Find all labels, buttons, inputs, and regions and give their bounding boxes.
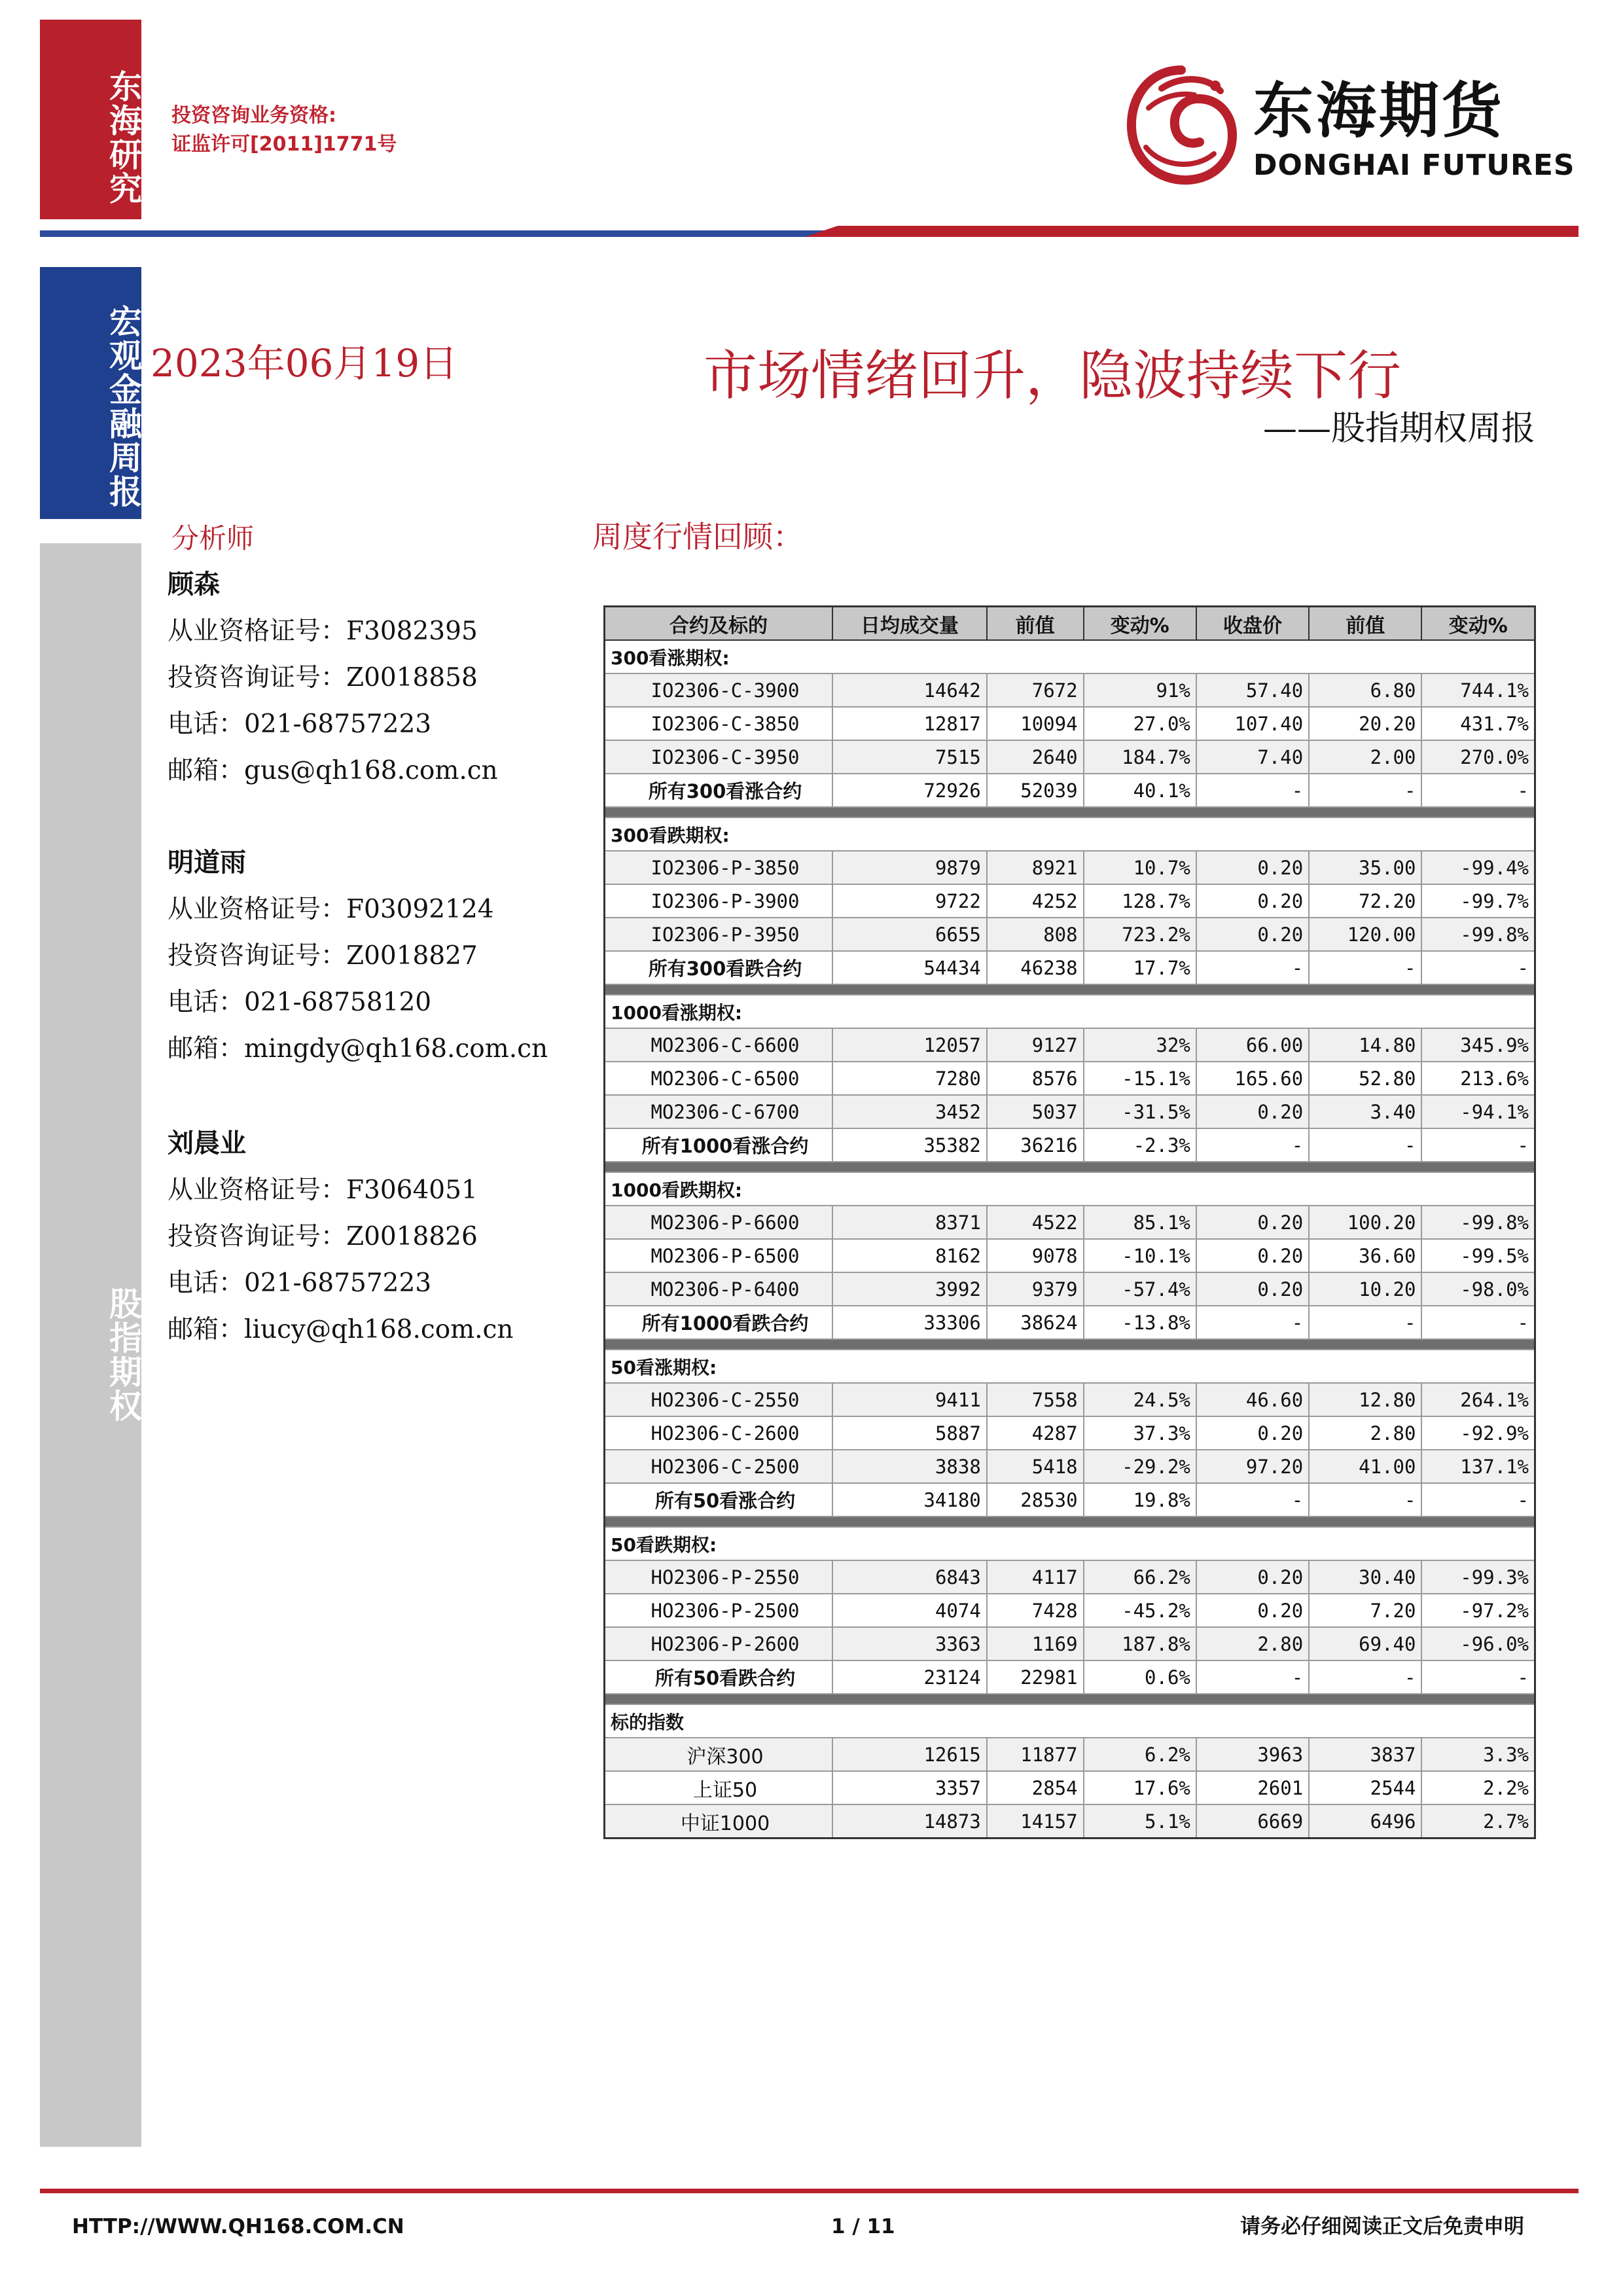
value-cell: -15.1% [1084,1062,1196,1095]
analysts-heading: 分析师 [171,522,255,554]
separator-bar [605,1339,1535,1350]
value-cell: 187.8% [1084,1627,1196,1660]
value-cell: 33306 [832,1306,987,1339]
sidebar-tab-options: 股指期权 [40,543,141,2147]
contract-cell: 中证1000 [605,1804,833,1839]
group-label: 300看跌期权: [605,817,1535,851]
analyst-phone: 电话：021-68757223 [168,709,432,739]
analyst-qualification: 从业资格证号：F3082395 [168,617,478,646]
value-cell: 17.7% [1084,951,1196,984]
table-row [605,1450,1535,1483]
value-cell: 4074 [832,1594,987,1627]
value-cell: 72.20 [1309,884,1421,918]
index-row [605,1804,1535,1839]
table-row [605,851,1535,884]
value-cell: -98.0% [1421,1272,1535,1306]
value-cell: - [1421,1660,1535,1694]
value-cell: 5.1% [1084,1804,1196,1839]
value-cell: -99.4% [1421,851,1535,884]
value-cell: 23124 [832,1660,987,1694]
value-cell: 0.6% [1084,1660,1196,1694]
header-rule-red [805,226,1578,237]
separator-bar [605,1694,1535,1704]
value-cell: 14157 [987,1804,1084,1839]
value-cell: 3363 [832,1627,987,1660]
value-cell: 12817 [832,707,987,740]
value-cell: 0.20 [1196,1272,1309,1306]
value-cell: 2.80 [1196,1627,1309,1660]
summary-row [605,1128,1535,1162]
value-cell: - [1196,1306,1309,1339]
value-cell: - [1421,1128,1535,1162]
group-label: 50看跌期权: [605,1527,1535,1560]
value-cell: 7.20 [1309,1594,1421,1627]
value-cell: 7280 [832,1062,987,1095]
value-cell: -99.8% [1421,918,1535,951]
contract-cell: MO2306-P-6400 [605,1272,833,1306]
value-cell: -94.1% [1421,1095,1535,1128]
contract-cell: MO2306-C-6500 [605,1062,833,1095]
value-cell: 40.1% [1084,774,1196,807]
value-cell: 36216 [987,1128,1084,1162]
contract-cell: MO2306-C-6600 [605,1028,833,1062]
analyst-name: 刘晨业 [168,1128,246,1158]
col-header: 合约及标的 [605,607,833,641]
value-cell: 12.80 [1309,1383,1421,1416]
summary-row [605,1660,1535,1694]
table-row [605,1594,1535,1627]
analyst-consult-id: 投资咨询证号：Z0018826 [168,1222,478,1251]
col-header: 变动% [1084,607,1196,641]
value-cell: 7.40 [1196,740,1309,774]
value-cell: 0.20 [1196,1416,1309,1450]
table-row [605,1416,1535,1450]
contract-cell: MO2306-C-6700 [605,1095,833,1128]
contract-cell: IO2306-P-3950 [605,918,833,951]
contract-cell: HO2306-P-2600 [605,1627,833,1660]
analyst-qualification: 从业资格证号：F3064051 [168,1175,478,1205]
table-row [605,1383,1535,1416]
contract-cell: MO2306-P-6600 [605,1206,833,1239]
value-cell: 7558 [987,1383,1084,1416]
value-cell: 4522 [987,1206,1084,1239]
value-cell: 8371 [832,1206,987,1239]
contract-cell: HO2306-P-2550 [605,1560,833,1594]
value-cell: 52039 [987,774,1084,807]
value-cell: 20.20 [1309,707,1421,740]
contract-cell: 所有50看涨合约 [605,1483,833,1516]
value-cell: 32% [1084,1028,1196,1062]
contract-cell: IO2306-P-3850 [605,851,833,884]
value-cell: 46238 [987,951,1084,984]
value-cell: 10.20 [1309,1272,1421,1306]
table-row [605,1272,1535,1306]
value-cell: 35382 [832,1128,987,1162]
value-cell: 9411 [832,1383,987,1416]
value-cell: 8576 [987,1062,1084,1095]
report-date: 2023年06月19日 [151,341,458,386]
value-cell: - [1196,951,1309,984]
value-cell: 9722 [832,884,987,918]
value-cell: -2.3% [1084,1128,1196,1162]
value-cell: - [1196,774,1309,807]
col-header: 收盘价 [1196,607,1309,641]
report-subtitle: ——股指期权周报 [1263,409,1536,448]
group-label-row [605,640,1535,673]
summary-row [605,1306,1535,1339]
sidebar-tab-research: 东海研究 [40,20,141,219]
value-cell: 19.8% [1084,1483,1196,1516]
value-cell: 14642 [832,673,987,707]
value-cell: 41.00 [1309,1450,1421,1483]
value-cell: 100.20 [1309,1206,1421,1239]
analyst-consult-id: 投资咨询证号：Z0018858 [168,663,478,692]
table-row [605,1627,1535,1660]
contract-cell: 所有1000看涨合约 [605,1128,833,1162]
group-label-row [605,1527,1535,1560]
contract-cell: 所有1000看跌合约 [605,1306,833,1339]
contract-cell: HO2306-P-2500 [605,1594,833,1627]
contract-cell: 所有300看涨合约 [605,774,833,807]
group-label-row [605,1704,1535,1738]
footer-disclaimer: 请务必仔细阅读正文后免责申明 [1240,2215,1524,2238]
value-cell: 3963 [1196,1738,1309,1771]
value-cell: 3992 [832,1272,987,1306]
value-cell: 120.00 [1309,918,1421,951]
value-cell: -97.2% [1421,1594,1535,1627]
value-cell: 52.80 [1309,1062,1421,1095]
value-cell: 66.2% [1084,1560,1196,1594]
value-cell: 264.1% [1421,1383,1535,1416]
options-table [603,605,1536,1839]
value-cell: -10.1% [1084,1239,1196,1272]
value-cell: 14.80 [1309,1028,1421,1062]
value-cell: - [1309,951,1421,984]
value-cell: 744.1% [1421,673,1535,707]
analyst-phone: 电话：021-68757223 [168,1268,432,1298]
value-cell: 5037 [987,1095,1084,1128]
value-cell: 46.60 [1196,1383,1309,1416]
table-row [605,1062,1535,1095]
analyst-email[interactable]: 邮箱：mingdy@qh168.com.cn [168,1034,548,1064]
license-line-1: 投资咨询业务资格: [171,104,336,127]
value-cell: - [1421,774,1535,807]
value-cell: - [1309,1483,1421,1516]
value-cell: - [1309,1128,1421,1162]
value-cell: 3.3% [1421,1738,1535,1771]
value-cell: 6.80 [1309,673,1421,707]
sidebar-tab-macro: 宏观金融周报 [40,267,141,519]
table-row [605,1560,1535,1594]
report-title: 市场情绪回升，隐波持续下行 [704,345,1402,407]
value-cell: 1169 [987,1627,1084,1660]
group-separator [605,807,1535,817]
value-cell: 0.20 [1196,851,1309,884]
value-cell: 17.6% [1084,1771,1196,1804]
group-label: 标的指数 [605,1704,1535,1738]
value-cell: - [1196,1128,1309,1162]
value-cell: -99.8% [1421,1206,1535,1239]
value-cell: 6843 [832,1560,987,1594]
value-cell: 9127 [987,1028,1084,1062]
group-separator [605,1516,1535,1527]
contract-cell: HO2306-C-2550 [605,1383,833,1416]
analyst-email[interactable]: 邮箱：gus@qh168.com.cn [168,756,498,785]
value-cell: 0.20 [1196,918,1309,951]
value-cell: 30.40 [1309,1560,1421,1594]
license-line-2: 证监许可[2011]1771号 [171,133,397,156]
group-label: 1000看跌期权: [605,1172,1535,1206]
value-cell: - [1309,1306,1421,1339]
footer-rule [40,2189,1578,2193]
contract-cell: 沪深300 [605,1738,833,1771]
value-cell: 107.40 [1196,707,1309,740]
value-cell: - [1309,774,1421,807]
value-cell: 22981 [987,1660,1084,1694]
value-cell: 5887 [832,1416,987,1450]
value-cell: 36.60 [1309,1239,1421,1272]
value-cell: 8162 [832,1239,987,1272]
analyst-email[interactable]: 邮箱：liucy@qh168.com.cn [168,1315,514,1344]
value-cell: -96.0% [1421,1627,1535,1660]
group-separator [605,1339,1535,1350]
value-cell: - [1421,951,1535,984]
value-cell: 97.20 [1196,1450,1309,1483]
value-cell: 3357 [832,1771,987,1804]
value-cell: 6669 [1196,1804,1309,1839]
analyst-name: 明道雨 [168,848,246,878]
value-cell: 0.20 [1196,1560,1309,1594]
value-cell: 3838 [832,1450,987,1483]
value-cell: -99.7% [1421,884,1535,918]
group-label: 300看涨期权: [605,640,1535,673]
analyst-phone: 电话：021-68758120 [168,988,432,1017]
separator-bar [605,1516,1535,1527]
donghai-logo-icon [1122,62,1240,187]
value-cell: 2544 [1309,1771,1421,1804]
value-cell: 2854 [987,1771,1084,1804]
value-cell: - [1421,1483,1535,1516]
value-cell: 128.7% [1084,884,1196,918]
value-cell: 2640 [987,740,1084,774]
value-cell: 0.20 [1196,884,1309,918]
value-cell: 2.7% [1421,1804,1535,1839]
footer-url-link[interactable]: HTTP://WWW.QH168.COM.CN [72,2215,404,2238]
contract-cell: IO2306-C-3850 [605,707,833,740]
weekly-review-heading: 周度行情回顾： [592,519,803,554]
value-cell: 10.7% [1084,851,1196,884]
contract-cell: HO2306-C-2500 [605,1450,833,1483]
value-cell: -57.4% [1084,1272,1196,1306]
analyst-consult-id: 投资咨询证号：Z0018827 [168,941,478,971]
value-cell: 28530 [987,1483,1084,1516]
value-cell: 6655 [832,918,987,951]
table-row [605,1239,1535,1272]
contract-cell: IO2306-C-3950 [605,740,833,774]
value-cell: - [1196,1660,1309,1694]
value-cell: 723.2% [1084,918,1196,951]
value-cell: - [1196,1483,1309,1516]
separator-bar [605,807,1535,817]
table-row [605,673,1535,707]
value-cell: 2.00 [1309,740,1421,774]
value-cell: -99.5% [1421,1239,1535,1272]
value-cell: -29.2% [1084,1450,1196,1483]
value-cell: 7515 [832,740,987,774]
value-cell: 34180 [832,1483,987,1516]
group-label-row [605,995,1535,1028]
logo-chinese: 东海期货 [1253,76,1505,146]
analyst-name: 顾森 [168,569,220,600]
value-cell: - [1309,1660,1421,1694]
value-cell: 165.60 [1196,1062,1309,1095]
group-separator [605,1162,1535,1172]
value-cell: 2601 [1196,1771,1309,1804]
value-cell: -99.3% [1421,1560,1535,1594]
value-cell: 9379 [987,1272,1084,1306]
index-row [605,1771,1535,1804]
value-cell: 69.40 [1309,1627,1421,1660]
group-label: 1000看涨期权: [605,995,1535,1028]
col-header: 变动% [1421,607,1535,641]
value-cell: 54434 [832,951,987,984]
value-cell: 66.00 [1196,1028,1309,1062]
value-cell: 57.40 [1196,673,1309,707]
value-cell: 37.3% [1084,1416,1196,1450]
group-label: 50看涨期权: [605,1350,1535,1383]
col-header: 日均成交量 [832,607,987,641]
value-cell: 808 [987,918,1084,951]
contract-cell: MO2306-P-6500 [605,1239,833,1272]
value-cell: -31.5% [1084,1095,1196,1128]
value-cell: 4252 [987,884,1084,918]
contract-cell: HO2306-C-2600 [605,1416,833,1450]
group-label-row [605,817,1535,851]
value-cell: 137.1% [1421,1450,1535,1483]
page-number: 1 / 11 [831,2215,895,2238]
value-cell: -45.2% [1084,1594,1196,1627]
group-separator [605,984,1535,995]
col-header: 前值 [1309,607,1421,641]
value-cell: 27.0% [1084,707,1196,740]
value-cell: 10094 [987,707,1084,740]
value-cell: 184.7% [1084,740,1196,774]
group-label-row [605,1172,1535,1206]
value-cell: 6496 [1309,1804,1421,1839]
value-cell: 2.2% [1421,1771,1535,1804]
analyst-card [168,562,498,794]
table-row [605,740,1535,774]
table-row [605,1028,1535,1062]
value-cell: 0.20 [1196,1594,1309,1627]
value-cell: 12057 [832,1028,987,1062]
summary-row [605,951,1535,984]
value-cell: 85.1% [1084,1206,1196,1239]
value-cell: 5418 [987,1450,1084,1483]
value-cell: 3837 [1309,1738,1421,1771]
table-row [605,918,1535,951]
value-cell: 9879 [832,851,987,884]
value-cell: 91% [1084,673,1196,707]
value-cell: 0.20 [1196,1095,1309,1128]
value-cell: 8921 [987,851,1084,884]
analyst-card [168,840,548,1072]
value-cell: 4287 [987,1416,1084,1450]
value-cell: 9078 [987,1239,1084,1272]
value-cell: 0.20 [1196,1239,1309,1272]
table-row [605,884,1535,918]
value-cell: 7672 [987,673,1084,707]
table-row [605,1206,1535,1239]
summary-row [605,1483,1535,1516]
logo-english: DONGHAI FUTURES [1253,149,1575,182]
value-cell: 11877 [987,1738,1084,1771]
value-cell: - [1421,1306,1535,1339]
table-row [605,1095,1535,1128]
value-cell: 4117 [987,1560,1084,1594]
summary-row [605,774,1535,807]
value-cell: 38624 [987,1306,1084,1339]
table-header-row [605,607,1535,641]
group-separator [605,1694,1535,1704]
value-cell: 431.7% [1421,707,1535,740]
value-cell: 345.9% [1421,1028,1535,1062]
separator-bar [605,984,1535,995]
value-cell: 2.80 [1309,1416,1421,1450]
value-cell: -13.8% [1084,1306,1196,1339]
value-cell: 24.5% [1084,1383,1196,1416]
value-cell: 270.0% [1421,740,1535,774]
contract-cell: IO2306-P-3900 [605,884,833,918]
value-cell: 3.40 [1309,1095,1421,1128]
table-row [605,707,1535,740]
license-info [171,101,397,159]
col-header: 前值 [987,607,1084,641]
separator-bar [605,1162,1535,1172]
contract-cell: 所有50看跌合约 [605,1660,833,1694]
value-cell: -92.9% [1421,1416,1535,1450]
index-row [605,1738,1535,1771]
contract-cell: IO2306-C-3900 [605,673,833,707]
value-cell: 12615 [832,1738,987,1771]
value-cell: 7428 [987,1594,1084,1627]
contract-cell: 上证50 [605,1771,833,1804]
value-cell: 0.20 [1196,1206,1309,1239]
value-cell: 3452 [832,1095,987,1128]
analyst-qualification: 从业资格证号：F03092124 [168,895,494,924]
contract-cell: 所有300看跌合约 [605,951,833,984]
group-label-row [605,1350,1535,1383]
value-cell: 14873 [832,1804,987,1839]
value-cell: 213.6% [1421,1062,1535,1095]
value-cell: 35.00 [1309,851,1421,884]
analyst-card [168,1121,514,1353]
value-cell: 72926 [832,774,987,807]
value-cell: 6.2% [1084,1738,1196,1771]
